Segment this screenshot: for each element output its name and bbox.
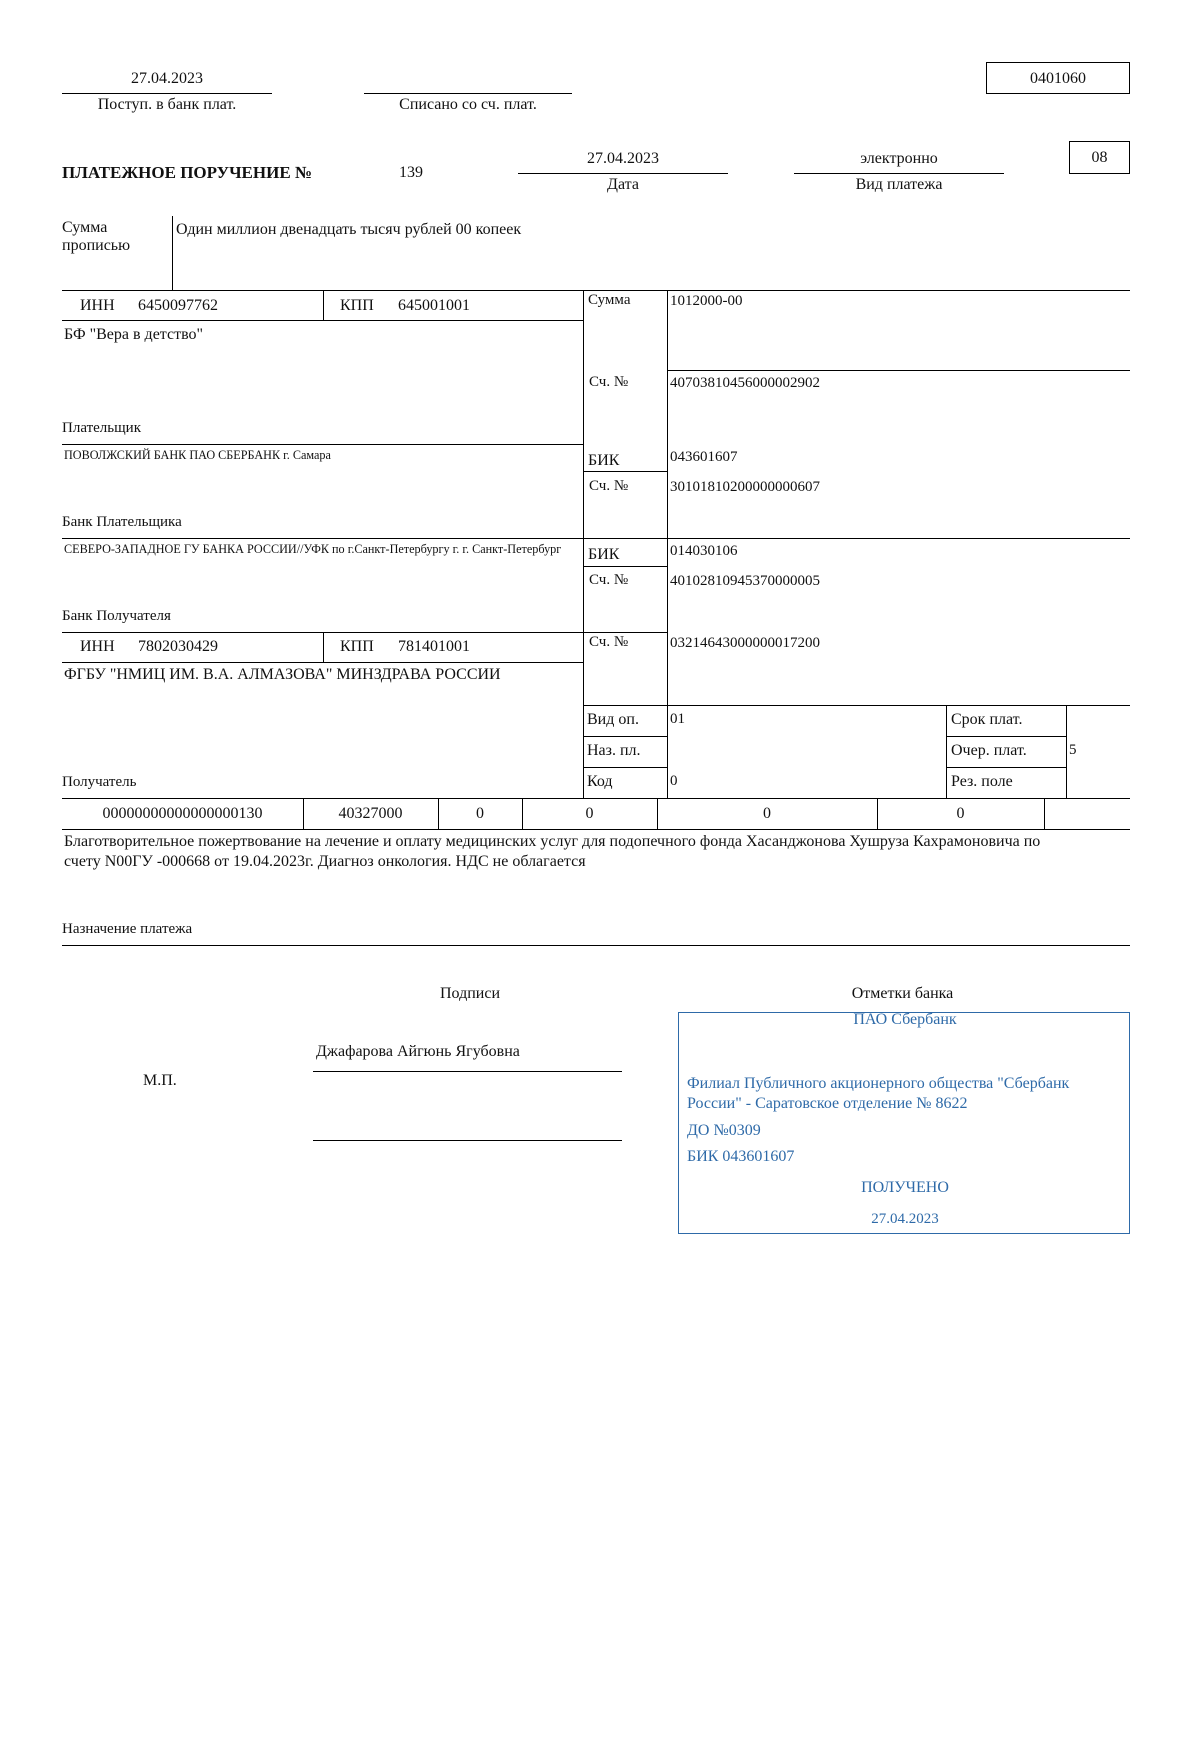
grid-line <box>62 798 1130 799</box>
order-date-label: Дата <box>607 176 639 193</box>
payer-bank-acc: 30101810200000000607 <box>670 479 820 495</box>
payment-type-label: Вид платежа <box>855 176 943 193</box>
payee-bik-label: БИК <box>588 546 620 563</box>
stamp-office: ДО №0309 <box>687 1122 761 1139</box>
stamp-branch-line-2: России" - Саратовское отделение № 8622 <box>687 1095 968 1112</box>
amount-words-divider <box>172 216 173 290</box>
grid-line <box>583 705 1130 706</box>
document-title: ПЛАТЕЖНОЕ ПОРУЧЕНИЕ № <box>62 163 313 182</box>
amount-label: Сумма <box>588 292 631 308</box>
grid-line <box>1066 705 1067 799</box>
payee-kpp: 781401001 <box>398 638 470 655</box>
grid-line <box>62 829 1130 830</box>
purpose-label: Назначение платежа <box>62 921 193 937</box>
grid-line <box>62 444 583 445</box>
receipt-label: Поступ. в банк плат. <box>97 96 237 113</box>
payer-kpp-label: КПП <box>340 297 374 314</box>
op-vid-label: Вид оп. <box>587 711 639 728</box>
payer-bank-name: ПОВОЛЖСКИЙ БАНК ПАО СБЕРБАНК г. Самара <box>64 448 331 462</box>
payee-name: ФГБУ "НМИЦ ИМ. В.А. АЛМАЗОВА" МИНЗДРАВА РОССИИ <box>64 666 501 683</box>
op-rez-label: Рез. поле <box>951 773 1013 790</box>
grid-line <box>667 290 668 799</box>
signature-line-1 <box>313 1071 622 1072</box>
stamp-bank-name: ПАО Сбербанк <box>853 1011 957 1028</box>
order-number: 139 <box>399 164 423 181</box>
grid-line <box>667 370 1130 371</box>
payee-inn: 7802030429 <box>138 638 218 655</box>
stamp-place-label: М.П. <box>143 1072 177 1089</box>
payer-name: БФ "Вера в детство" <box>64 326 204 343</box>
grid-line <box>583 471 667 472</box>
tax-field-doc-number: 0 <box>763 805 771 822</box>
payee-acc-label: Сч. № <box>589 634 629 650</box>
payee-acc: 03214643000000017200 <box>670 635 820 651</box>
amount-words-label: Сумма прописью <box>62 219 131 254</box>
op-kod-label: Код <box>587 773 613 790</box>
order-date: 27.04.2023 <box>587 150 659 167</box>
payee-bik: 014030106 <box>670 543 738 559</box>
payee-kpp-label: КПП <box>340 638 374 655</box>
payment-type: электронно <box>860 150 938 167</box>
payee-label: Получатель <box>62 774 137 790</box>
payer-bank-acc-label: Сч. № <box>589 478 629 494</box>
grid-line <box>62 320 583 321</box>
tax-field-kbk: 00000000000000000130 <box>102 805 263 822</box>
grid-line <box>946 705 947 799</box>
payer-bank-label: Банк Плательщика <box>62 514 182 530</box>
grid-line <box>62 662 583 663</box>
payee-bank-acc: 40102810945370000005 <box>670 573 820 589</box>
form-code: 0401060 <box>1030 70 1086 87</box>
op-srok-label: Срок плат. <box>951 711 1023 728</box>
stamp-date: 27.04.2023 <box>871 1211 939 1227</box>
stamp-status: ПОЛУЧЕНО <box>861 1179 949 1196</box>
grid-line <box>583 290 584 799</box>
payee-bank-label: Банк Получателя <box>62 608 171 624</box>
grid-line <box>62 945 1130 946</box>
payer-bik-label: БИК <box>588 452 620 469</box>
tax-field-oktmo: 40327000 <box>338 805 403 822</box>
order-date-line <box>518 173 728 174</box>
payer-inn: 6450097762 <box>138 297 218 314</box>
stamp-branch-line-1: Филиал Публичного акционерного общества "Сбербанк <box>687 1075 1070 1092</box>
grid-line <box>583 767 667 768</box>
tax-field-period: 0 <box>585 805 594 822</box>
payer-account: 40703810456000002902 <box>670 375 820 391</box>
grid-line <box>62 290 1130 291</box>
bank-stamp <box>678 1012 1130 1234</box>
payer-kpp: 645001001 <box>398 297 470 314</box>
payer-inn-label: ИНН <box>80 297 115 314</box>
tax-field-doc-date: 0 <box>956 805 965 822</box>
debit-date-line <box>364 93 572 94</box>
op-kod: 0 <box>670 773 678 789</box>
payment-type-line <box>794 173 1004 174</box>
op-naz-label: Наз. пл. <box>587 742 641 759</box>
amount-value: 1012000-00 <box>670 293 743 309</box>
grid-line <box>946 736 1066 737</box>
grid-line <box>62 538 1130 539</box>
grid-line <box>62 632 667 633</box>
payee-bank-name: СЕВЕРО-ЗАПАДНОЕ ГУ БАНКА РОССИИ//УФК по г.Санкт-Петербургу г. г. Санкт-Петербург <box>64 542 562 556</box>
payer-bik: 043601607 <box>670 449 738 465</box>
status-code: 08 <box>1091 149 1108 166</box>
receipt-date-line <box>62 93 272 94</box>
grid-line <box>323 290 324 320</box>
payer-label: Плательщик <box>62 420 141 436</box>
signer-name: Джафарова Айгюнь Ягубовна <box>316 1043 520 1060</box>
purpose-line-2: счету N00ГУ -000668 от 19.04.2023г. Диагноз онкология. НДС не облагается <box>64 853 586 870</box>
purpose-line-1: Благотворительное пожертвование на лечение и оплату медицинских услуг для подопечного фонда Хасанджонова Хушруза Кахрамоновича по <box>64 833 1041 850</box>
signatures-label: Подписи <box>439 985 501 1002</box>
op-vid: 01 <box>670 711 685 727</box>
grid-line <box>323 632 324 662</box>
receipt-date: 27.04.2023 <box>131 70 203 87</box>
grid-line <box>583 566 667 567</box>
op-ocher: 5 <box>1069 742 1077 758</box>
op-ocher-label: Очер. плат. <box>951 742 1027 759</box>
bank-marks-label: Отметки банка <box>851 985 954 1002</box>
stamp-bik: БИК 043601607 <box>687 1148 795 1165</box>
signature-line-2 <box>313 1140 622 1141</box>
payer-account-label: Сч. № <box>589 374 629 390</box>
payee-bank-acc-label: Сч. № <box>589 572 629 588</box>
tax-field-basis: 0 <box>476 805 484 822</box>
amount-words: Один миллион двенадцать тысяч рублей 00 копеек <box>176 221 522 238</box>
grid-line <box>583 736 667 737</box>
payee-inn-label: ИНН <box>80 638 115 655</box>
debit-label: Списано со сч. плат. <box>399 96 537 113</box>
grid-line <box>946 767 1066 768</box>
grid-line <box>1044 798 1045 829</box>
